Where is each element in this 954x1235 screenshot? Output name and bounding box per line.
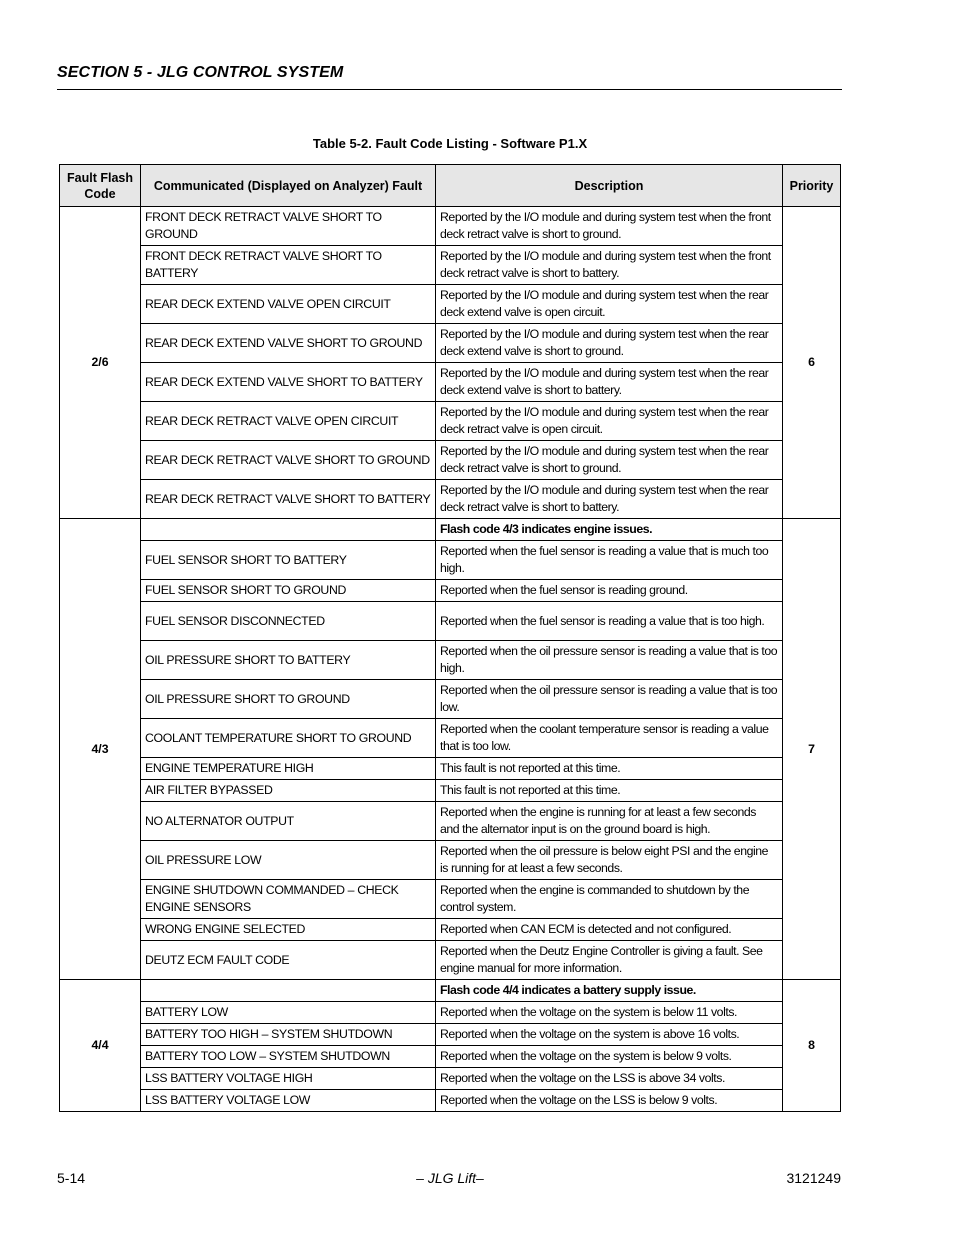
fault-description-cell <box>436 246 783 285</box>
fault-description-cell <box>436 680 783 719</box>
fault-description-cell <box>436 363 783 402</box>
priority-cell: 7 <box>783 519 841 980</box>
fault-description: Reported when the oil pressure is below eight PSI and the engine is running for at least a few seconds. <box>440 844 769 875</box>
fault-description-cell <box>436 1046 783 1068</box>
fault-name-cell <box>141 880 436 919</box>
fault-description-cell <box>436 1068 783 1090</box>
table-row <box>60 880 841 919</box>
table-row <box>60 402 841 441</box>
table-row <box>60 541 841 580</box>
fault-description-cell <box>436 941 783 980</box>
fault-name: BATTERY TOO HIGH – SYSTEM SHUTDOWN <box>145 1027 393 1041</box>
fault-name: LSS BATTERY VOLTAGE LOW <box>145 1093 311 1107</box>
fault-name: LSS BATTERY VOLTAGE HIGH <box>145 1071 313 1085</box>
fault-description: Reported when the voltage on the LSS is below 9 volts. <box>440 1093 718 1107</box>
fault-name: OIL PRESSURE LOW <box>145 852 262 867</box>
flash-code-note-cell <box>436 980 783 1002</box>
fault-name: AIR FILTER BYPASSED <box>145 783 273 797</box>
table-row <box>60 919 841 941</box>
fault-description: Reported by the I/O module and during system test when the front deck retract valve is short to ground. <box>440 210 771 241</box>
fault-name: FUEL SENSOR SHORT TO BATTERY <box>145 552 347 567</box>
fault-description: This fault is not reported at this time. <box>440 783 621 797</box>
fault-description: Reported when the oil pressure sensor is reading a value that is too low. <box>440 683 778 714</box>
fault-name-cell <box>141 780 436 802</box>
fault-name: REAR DECK RETRACT VALVE OPEN CIRCUIT <box>145 413 399 428</box>
fault-description: Reported by the I/O module and during system test when the rear deck retract valve is open circuit. <box>440 405 769 436</box>
fault-name-cell <box>141 1002 436 1024</box>
fault-name: DEUTZ ECM FAULT CODE <box>145 952 290 967</box>
fault-name: WRONG ENGINE SELECTED <box>145 922 306 936</box>
fault-description-cell <box>436 802 783 841</box>
table-title: Table 5-2. Fault Code Listing - Software P1.X <box>312 136 588 151</box>
fault-name-cell <box>141 1090 436 1112</box>
fault-flash-code-cell: 4/3 <box>60 519 141 980</box>
fault-description: Reported when the fuel sensor is reading a value that is much too high. <box>440 544 769 575</box>
table-row <box>60 1046 841 1068</box>
table-row <box>60 480 841 519</box>
fault-description-cell <box>436 1090 783 1112</box>
table-row <box>60 802 841 841</box>
table-row <box>60 1024 841 1046</box>
table-row <box>60 780 841 802</box>
fault-name: REAR DECK RETRACT VALVE SHORT TO BATTERY <box>145 491 431 506</box>
fault-description: Reported when the Deutz Engine Controller is giving a fault. See engine manual for more information. <box>440 944 763 975</box>
fault-name-cell <box>141 841 436 880</box>
fault-description-cell <box>436 841 783 880</box>
fault-name-cell <box>141 246 436 285</box>
flash-code-note: Flash code 4/3 indicates engine issues. <box>440 522 653 536</box>
fault-name-cell <box>141 441 436 480</box>
fault-description-cell <box>436 480 783 519</box>
fault-name-cell <box>141 1068 436 1090</box>
fault-description-cell <box>436 602 783 641</box>
column-header-priority: Priority <box>783 165 841 207</box>
fault-name: REAR DECK EXTEND VALVE SHORT TO BATTERY <box>145 374 423 389</box>
fault-description: Reported when CAN ECM is detected and not configured. <box>440 922 732 936</box>
fault-name-cell <box>141 541 436 580</box>
fault-description: Reported when the voltage on the LSS is above 34 volts. <box>440 1071 725 1085</box>
table-row <box>60 941 841 980</box>
fault-name: NO ALTERNATOR OUTPUT <box>145 813 294 828</box>
fault-name-cell <box>141 402 436 441</box>
table-row <box>60 719 841 758</box>
fault-description: Reported when the voltage on the system is above 16 volts. <box>440 1027 740 1041</box>
fault-name-cell <box>141 285 436 324</box>
fault-name: COOLANT TEMPERATURE SHORT TO GROUND <box>145 730 412 745</box>
table-row <box>60 1090 841 1112</box>
fault-name-cell <box>141 1046 436 1068</box>
fault-description: Reported by the I/O module and during system test when the rear deck extend valve is short to battery. <box>440 366 769 397</box>
fault-description-cell <box>436 1024 783 1046</box>
table-row <box>60 641 841 680</box>
fault-name: FRONT DECK RETRACT VALVE SHORT TO GROUND <box>145 210 382 241</box>
fault-name-cell <box>141 641 436 680</box>
fault-name-cell <box>141 941 436 980</box>
column-header-description: Description <box>436 165 783 207</box>
table-row <box>60 207 841 246</box>
page-number: 5-14 <box>57 1170 86 1186</box>
fault-name: FRONT DECK RETRACT VALVE SHORT TO BATTERY <box>145 249 382 280</box>
table-row <box>60 285 841 324</box>
table-row <box>60 1002 841 1024</box>
fault-description: Reported when the fuel sensor is reading a value that is too high. <box>440 613 765 628</box>
table-header-row <box>60 165 841 207</box>
table-row <box>60 246 841 285</box>
fault-name-cell <box>141 680 436 719</box>
fault-name: REAR DECK RETRACT VALVE SHORT TO GROUND <box>145 452 430 467</box>
fault-description: Reported when the coolant temperature sensor is reading a value that is too low. <box>440 722 769 753</box>
fault-description: Reported when the engine is running for at least a few seconds and the alternator input is on the ground board is high. <box>440 805 756 836</box>
fault-description: Reported by the I/O module and during system test when the front deck retract valve is short to battery. <box>440 249 771 280</box>
fault-description: Reported when the voltage on the system is below 11 volts. <box>440 1005 737 1019</box>
fault-name-cell <box>141 802 436 841</box>
fault-name: FUEL SENSOR SHORT TO GROUND <box>145 583 347 597</box>
fault-description: Reported when the fuel sensor is reading ground. <box>440 583 688 597</box>
fault-flash-code-cell: 4/4 <box>60 980 141 1112</box>
fault-name: REAR DECK EXTEND VALVE OPEN CIRCUIT <box>145 296 391 311</box>
fault-description-cell <box>436 719 783 758</box>
fault-description-cell <box>436 780 783 802</box>
fault-flash-code-cell: 2/6 <box>60 207 141 519</box>
fault-table-body <box>60 207 841 1112</box>
fault-name: BATTERY LOW <box>145 1005 228 1019</box>
flash-code-note-cell <box>436 519 783 541</box>
fault-name: REAR DECK EXTEND VALVE SHORT TO GROUND <box>145 335 423 350</box>
footer-brand: – JLG Lift– <box>416 1170 484 1186</box>
fault-name-cell <box>141 480 436 519</box>
fault-description-cell <box>436 541 783 580</box>
fault-description-cell <box>436 758 783 780</box>
header-divider <box>57 89 842 90</box>
fault-name-cell <box>141 324 436 363</box>
fault-description: Reported when the voltage on the system is below 9 volts. <box>440 1049 732 1063</box>
table-row <box>60 602 841 641</box>
fault-name: BATTERY TOO LOW – SYSTEM SHUTDOWN <box>145 1049 390 1063</box>
fault-description: Reported by the I/O module and during system test when the rear deck extend valve is open circuit. <box>440 288 769 319</box>
fault-name: OIL PRESSURE SHORT TO GROUND <box>145 691 350 706</box>
priority-cell: 6 <box>783 207 841 519</box>
section-title: SECTION 5 - JLG CONTROL SYSTEM <box>57 64 344 81</box>
fault-description-cell <box>436 919 783 941</box>
flash-code-note: Flash code 4/4 indicates a battery supply issue. <box>440 983 696 997</box>
fault-description: Reported by the I/O module and during system test when the rear deck retract valve is short to battery. <box>440 483 769 514</box>
table-row <box>60 519 841 541</box>
fault-description-cell <box>436 402 783 441</box>
fault-description-cell <box>436 324 783 363</box>
priority-cell: 8 <box>783 980 841 1112</box>
fault-description-cell <box>436 1002 783 1024</box>
table-row <box>60 758 841 780</box>
fault-description-cell <box>436 580 783 602</box>
fault-name: FUEL SENSOR DISCONNECTED <box>145 613 325 628</box>
table-row <box>60 841 841 880</box>
fault-description-cell <box>436 285 783 324</box>
table-row <box>60 580 841 602</box>
fault-description: This fault is not reported at this time. <box>440 761 621 775</box>
fault-description: Reported when the engine is commanded to shutdown by the control system. <box>440 883 750 914</box>
fault-description: Reported when the oil pressure sensor is reading a value that is too high. <box>440 644 778 675</box>
table-row <box>60 324 841 363</box>
fault-description-cell <box>436 441 783 480</box>
fault-name: OIL PRESSURE SHORT TO BATTERY <box>145 652 351 667</box>
fault-name-cell <box>141 580 436 602</box>
fault-code-table <box>59 164 841 1112</box>
table-row <box>60 363 841 402</box>
table-row <box>60 680 841 719</box>
column-header-fault-flash-code: Fault Flash Code <box>60 165 141 207</box>
fault-name-cell <box>141 758 436 780</box>
table-row <box>60 1068 841 1090</box>
fault-description-cell <box>436 641 783 680</box>
fault-name: ENGINE TEMPERATURE HIGH <box>145 761 314 775</box>
fault-name-cell <box>141 719 436 758</box>
table-row <box>60 441 841 480</box>
fault-description-cell <box>436 880 783 919</box>
fault-description: Reported by the I/O module and during system test when the rear deck extend valve is short to ground. <box>440 327 769 358</box>
fault-name-cell <box>141 1024 436 1046</box>
fault-name-cell <box>141 602 436 641</box>
fault-name: ENGINE SHUTDOWN COMMANDED – CHECK ENGINE SENSORS <box>145 883 399 914</box>
fault-description-cell <box>436 207 783 246</box>
fault-name-cell <box>141 519 436 541</box>
fault-name-cell <box>141 919 436 941</box>
column-header-communicated-fault: Communicated (Displayed on Analyzer) Fault <box>141 165 436 207</box>
document-number: 3121249 <box>786 1170 841 1186</box>
fault-description: Reported by the I/O module and during system test when the rear deck retract valve is short to ground. <box>440 444 769 475</box>
fault-name-cell <box>141 363 436 402</box>
fault-name-cell <box>141 980 436 1002</box>
fault-name-cell <box>141 207 436 246</box>
table-row <box>60 980 841 1002</box>
